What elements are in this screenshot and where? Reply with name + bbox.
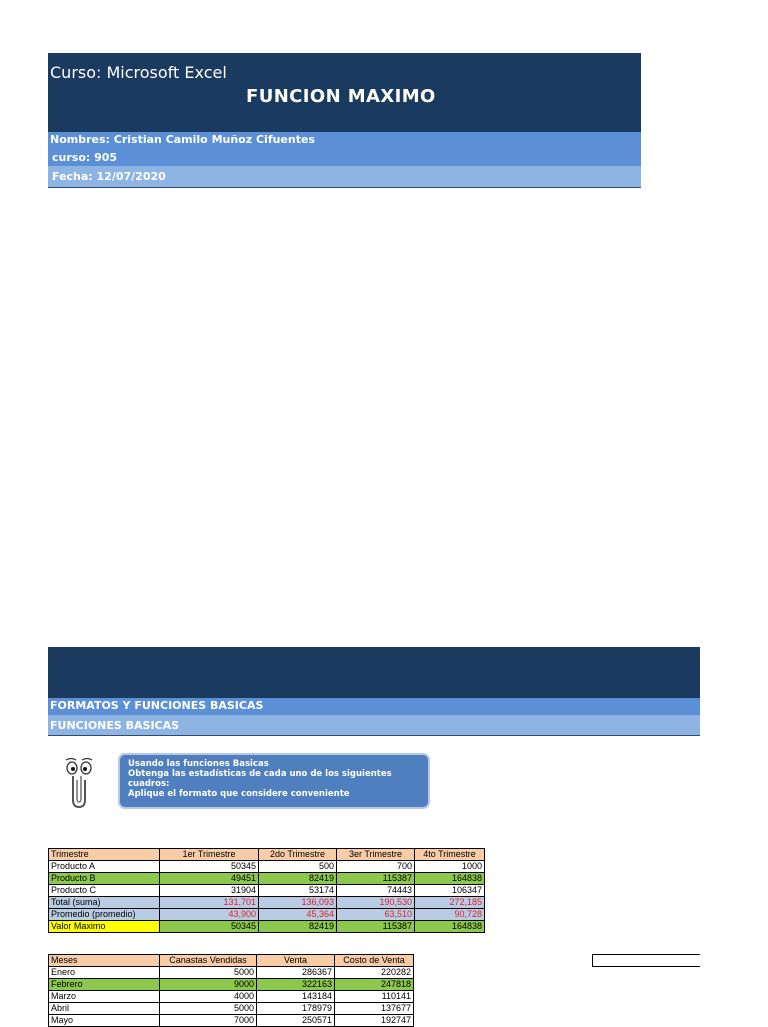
cell[interactable]: 5000 <box>160 967 257 979</box>
total-row <box>49 897 485 909</box>
date-band <box>48 166 641 188</box>
subsection-band <box>48 715 700 736</box>
cell[interactable]: 192747 <box>335 1015 414 1027</box>
cell[interactable]: 143184 <box>257 991 335 1003</box>
cell[interactable]: Promedio (promedio) <box>49 909 160 921</box>
cell[interactable]: 322163 <box>257 979 335 991</box>
cell[interactable]: 115387 <box>337 873 415 885</box>
instruction-line-2: Obtenga las estadísticas de cada uno de los siguientes cuadros: <box>128 769 392 789</box>
cell[interactable]: 74443 <box>337 885 415 897</box>
cell[interactable]: 106347 <box>415 885 485 897</box>
section-band <box>48 698 700 715</box>
cell[interactable]: 250571 <box>257 1015 335 1027</box>
cell[interactable]: 500 <box>259 861 337 873</box>
table-row <box>49 979 414 991</box>
table-row <box>49 1003 414 1015</box>
header-cell[interactable]: 4to Trimestre <box>415 849 485 861</box>
table-row <box>49 967 414 979</box>
cell[interactable]: 137677 <box>335 1003 414 1015</box>
cell[interactable]: Producto B <box>49 873 160 885</box>
cell[interactable]: Producto A <box>49 861 160 873</box>
empty-cell-box[interactable] <box>592 954 700 967</box>
header-cell[interactable]: 2do Trimestre <box>259 849 337 861</box>
cell[interactable]: 90,728 <box>415 909 485 921</box>
table-row <box>49 873 485 885</box>
cell[interactable]: 247818 <box>335 979 414 991</box>
table-row <box>49 885 485 897</box>
cell[interactable]: 49451 <box>160 873 259 885</box>
cell[interactable]: Abril <box>49 1003 160 1015</box>
student-name: Nombres: Cristian Camilo Muñoz Cifuentes <box>50 133 315 146</box>
cell[interactable]: 700 <box>337 861 415 873</box>
cell[interactable]: 164838 <box>415 873 485 885</box>
max-row <box>49 921 485 933</box>
cell[interactable]: 82419 <box>259 873 337 885</box>
cell[interactable]: 220282 <box>335 967 414 979</box>
cell[interactable]: 53174 <box>259 885 337 897</box>
cell[interactable]: Producto C <box>49 885 160 897</box>
cell[interactable]: 136,093 <box>259 897 337 909</box>
header-cell[interactable]: 1er Trimestre <box>160 849 259 861</box>
paperclip-assistant-icon <box>62 754 96 810</box>
header-cell[interactable]: 3er Trimestre <box>337 849 415 861</box>
cell[interactable]: 5000 <box>160 1003 257 1015</box>
header-cell[interactable]: Trimestre <box>49 849 160 861</box>
instruction-line-1: Usando las funciones Basicas <box>128 759 269 769</box>
average-row <box>49 909 485 921</box>
subsection-title: FUNCIONES BASICAS <box>50 719 180 732</box>
table-header-row <box>49 849 485 861</box>
cell[interactable]: Enero <box>49 967 160 979</box>
table-row <box>49 861 485 873</box>
cell[interactable]: 63,510 <box>337 909 415 921</box>
cell[interactable]: 50345 <box>160 861 259 873</box>
cell[interactable]: Marzo <box>49 991 160 1003</box>
section-banner <box>48 647 700 698</box>
instructions-bubble <box>118 753 430 809</box>
student-course: curso: 905 <box>52 151 118 164</box>
header-cell[interactable]: Meses <box>49 955 160 967</box>
page-title: FUNCION MAXIMO <box>246 86 436 107</box>
cell[interactable]: 82419 <box>259 921 337 933</box>
cell[interactable]: Total (suma) <box>49 897 160 909</box>
cell[interactable]: 1000 <box>415 861 485 873</box>
cell[interactable]: 50345 <box>160 921 259 933</box>
cell[interactable]: 7000 <box>160 1015 257 1027</box>
table-row <box>49 1015 414 1027</box>
cell[interactable]: Valor Maximo <box>49 921 160 933</box>
cell[interactable]: 115387 <box>337 921 415 933</box>
cell[interactable]: 178979 <box>257 1003 335 1015</box>
table-header-row <box>49 955 414 967</box>
student-info-band <box>48 132 641 166</box>
instruction-line-3: Aplique el formato que considere conveniente <box>128 789 350 799</box>
cell[interactable]: 286367 <box>257 967 335 979</box>
cell[interactable]: 164838 <box>415 921 485 933</box>
date-label: Fecha: 12/07/2020 <box>52 170 166 183</box>
monthly-sales-table <box>48 954 414 1027</box>
cell[interactable]: Mayo <box>49 1015 160 1027</box>
cell[interactable]: 31904 <box>160 885 259 897</box>
header-cell[interactable]: Venta <box>257 955 335 967</box>
cell[interactable]: 272,185 <box>415 897 485 909</box>
section-title: FORMATOS Y FUNCIONES BASICAS <box>50 699 264 712</box>
quarterly-products-table <box>48 848 485 933</box>
cell[interactable]: 43,900 <box>160 909 259 921</box>
cell[interactable]: Febrero <box>49 979 160 991</box>
cell[interactable]: 131,701 <box>160 897 259 909</box>
cell[interactable]: 9000 <box>160 979 257 991</box>
course-title: Curso: Microsoft Excel <box>50 63 227 82</box>
cell[interactable]: 110141 <box>335 991 414 1003</box>
cell[interactable]: 4000 <box>160 991 257 1003</box>
header-cell[interactable]: Costo de Venta <box>335 955 414 967</box>
header-cell[interactable]: Canastas Vendidas <box>160 955 257 967</box>
cell[interactable]: 190,530 <box>337 897 415 909</box>
cell[interactable]: 45,364 <box>259 909 337 921</box>
table-row <box>49 991 414 1003</box>
